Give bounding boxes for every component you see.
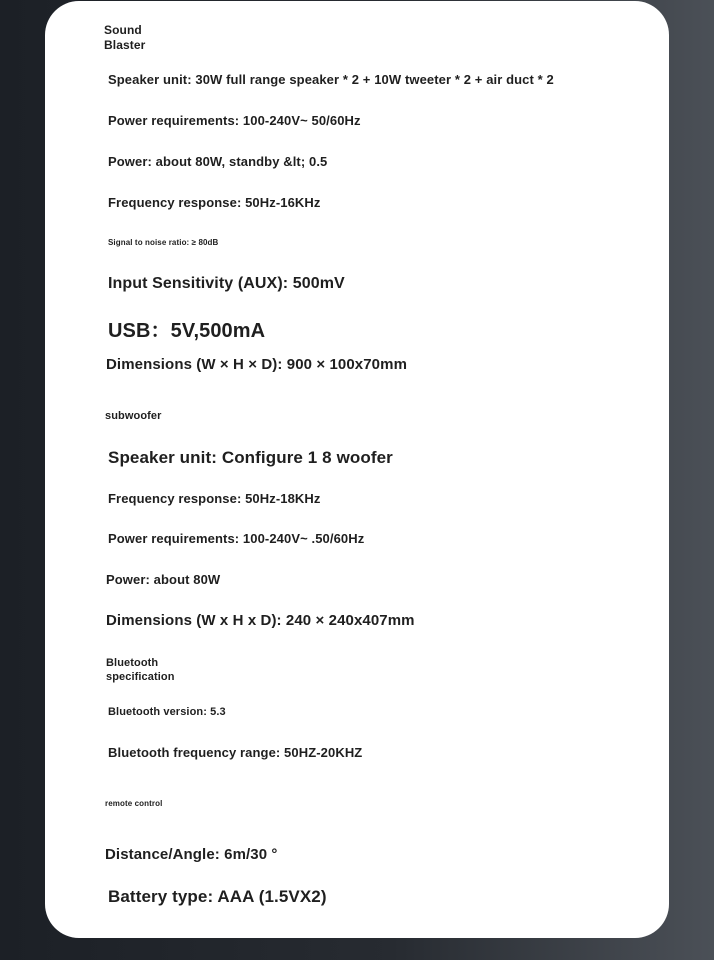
sound-blaster-snr: Signal to noise ratio: ≥ 80dB [108, 238, 219, 247]
spec-card [45, 1, 669, 938]
sound-blaster-heading-line2: Blaster [104, 38, 146, 52]
sound-blaster-speaker-unit: Speaker unit: 30W full range speaker * 2 + 10W tweeter * 2 + air duct * 2 [108, 72, 554, 87]
sound-blaster-frequency-response: Frequency response: 50Hz-16KHz [108, 195, 321, 210]
sound-blaster-power: Power: about 80W, standby &lt; 0.5 [108, 154, 328, 169]
bluetooth-frequency-range: Bluetooth frequency range: 50HZ-20KHZ [108, 745, 363, 760]
subwoofer-dimensions: Dimensions (W x H x D): 240 × 240x407mm [106, 612, 415, 629]
subwoofer-speaker-unit: Speaker unit: Configure 1 8 woofer [108, 448, 393, 467]
sound-blaster-usb: USB：5V,500mA [108, 320, 266, 342]
subwoofer-power: Power: about 80W [106, 572, 221, 587]
sound-blaster-heading-line1: Sound [104, 23, 142, 37]
bluetooth-heading-line2: specification [106, 671, 175, 683]
subwoofer-power-requirements: Power requirements: 100-240V~ .50/60Hz [108, 531, 365, 546]
remote-battery-type: Battery type: AAA (1.5VX2) [108, 887, 327, 906]
bluetooth-heading [106, 656, 175, 684]
sound-blaster-dimensions: Dimensions (W × H × D): 900 × 100x70mm [106, 356, 408, 373]
bluetooth-heading-line1: Bluetooth [106, 657, 159, 669]
remote-distance-angle: Distance/Angle: 6m/30 ° [105, 846, 278, 863]
sound-blaster-heading [104, 23, 145, 53]
sound-blaster-power-requirements: Power requirements: 100-240V~ 50/60Hz [108, 113, 361, 128]
subwoofer-frequency-response: Frequency response: 50Hz-18KHz [108, 491, 321, 506]
sound-blaster-input-sensitivity: Input Sensitivity (AUX): 500mV [108, 275, 345, 292]
bluetooth-version: Bluetooth version: 5.3 [108, 706, 226, 718]
remote-control-heading: remote control [105, 799, 163, 808]
subwoofer-heading: subwoofer [105, 410, 162, 422]
